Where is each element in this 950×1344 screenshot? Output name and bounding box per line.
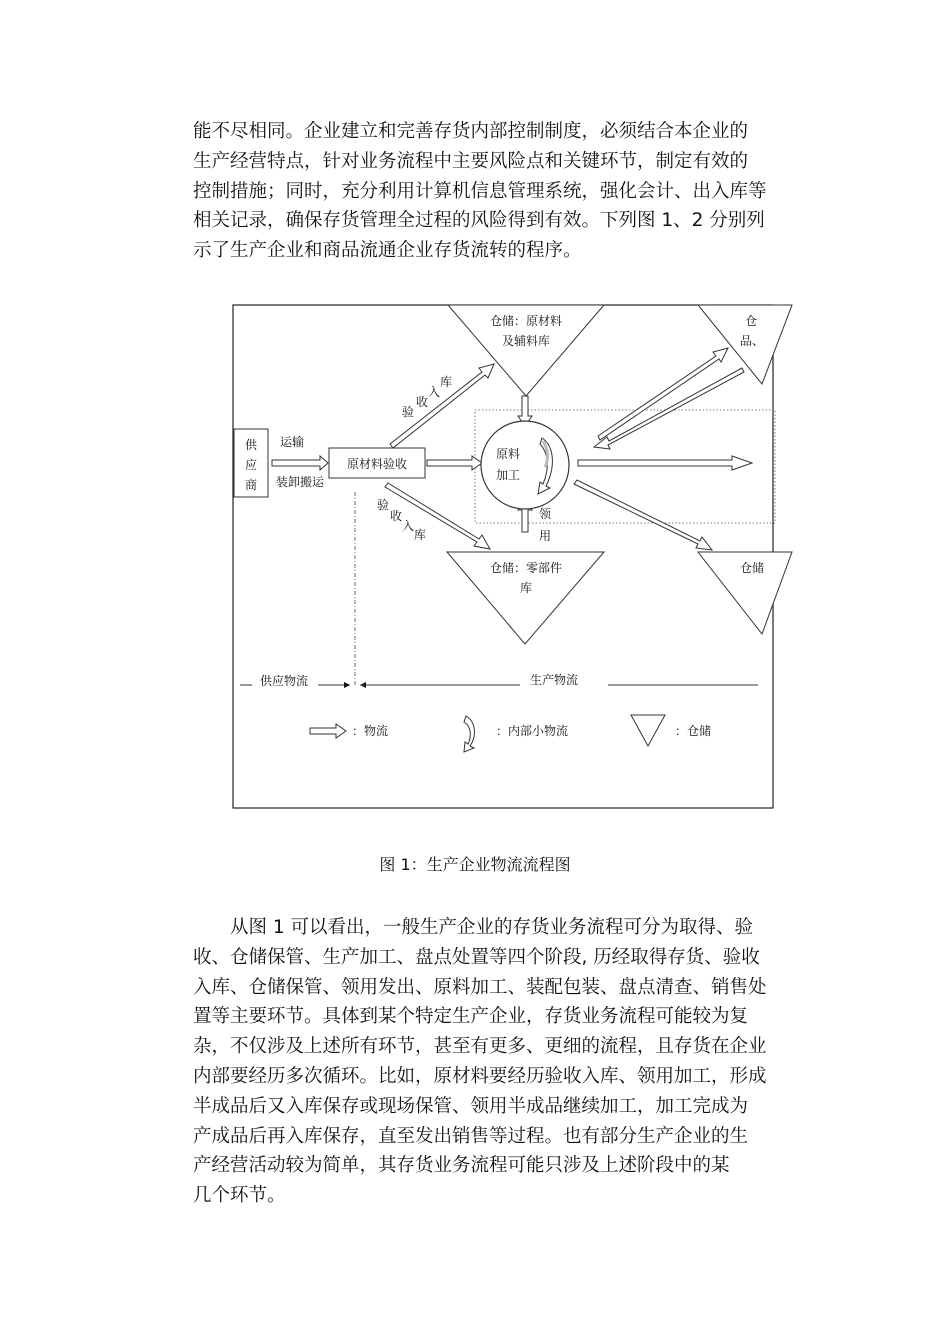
text-line: 相关记录，确保存货管理全过程的风险得到有效。下列图 1、2 分别列 [193,210,765,232]
receive-char: 库 [414,528,427,542]
store-raw-label: 仓储：原材料 [489,314,563,328]
text-line: 内部要经历多次循环。比如，原材料要经历验收入库、领用加工，形成 [193,1065,767,1087]
transport-label: 运输 [280,435,305,449]
text-line: 半成品后又入库保存或现场保管、领用半成品继续加工，加工完成为 [193,1095,749,1117]
legend-internal-label: ：内部小物流 [496,724,569,738]
receive-char: 库 [440,375,453,389]
text-line: 产成品后再入库保存，直至发出销售等过程。也有部分生产企业的生 [193,1125,749,1147]
supply-flow-label: 供应物流 [260,674,309,688]
text-line: 置等主要环节。具体到某个特定生产企业，存货业务流程可能较为复 [193,1006,749,1028]
text-line: 几个环节。 [193,1185,286,1207]
receive-char: 入 [402,519,415,533]
flow-diagram [232,304,765,809]
supplier-char: 商 [244,478,258,492]
arrow-inspection-to-process [427,456,482,470]
arrow-supplier-to-inspection [272,456,328,470]
store-right-top-label: 品、 [740,334,765,348]
store-right-bottom-label: 仓储 [740,561,765,575]
supply-flow-arrowhead [344,682,350,688]
text-line: 从图 1 可以看出，一般生产企业的存货业务流程可分为取得、验 [230,917,754,938]
arrow-right-top-to-process [594,368,744,449]
text-line: 杂，不仅涉及上述所有环节，甚至有更多、更细的流程，且存货在企业 [193,1036,767,1058]
arrow-process-to-right-top [598,348,728,440]
requisition-char: 用 [539,529,552,543]
text-line: 生产经营特点，针对业务流程中主要风险点和关键环节，制定有效的 [193,150,749,172]
legend-flow-label: ：物流 [352,724,389,738]
text-line: 控制措施；同时，充分利用计算机信息管理系统，强化会计、出入库等 [193,180,767,202]
supplier-char: 应 [244,458,258,472]
store-parts-label: 库 [519,581,533,595]
process-circle [481,421,569,509]
process-label: 加工 [496,468,521,482]
text-line: 入库、仓储保管、领用发出、原料加工、装配包装、盘点清查、销售处 [193,976,767,998]
text-line: 能不尽相同。企业建立和完善存货内部控制制度，必须结合本企业的 [193,121,749,142]
receive-char: 验 [377,498,390,512]
text-line: 收、仓储保管、生产加工、盘点处置等四个阶段, 历经取得存货、验收 [193,946,760,968]
inspection-label: 原材料验收 [346,457,408,471]
supplier-char: 供 [244,438,258,452]
handling-label: 装卸搬运 [276,475,325,489]
production-flow-label: 生产物流 [530,673,579,687]
store-right-top-label: 仓 [745,314,758,328]
receive-char: 验 [402,405,415,419]
arrow-process-right [578,456,752,470]
legend-storage-label: ：仓储 [675,724,712,738]
arrow-process-to-right-bottom [574,480,712,550]
receive-char: 收 [416,395,429,409]
receive-char: 收 [390,509,403,523]
legend-flow-icon [310,724,346,738]
store-parts-label: 仓储：零部件 [489,561,563,575]
text-line: 产经营活动较为简单，其存货业务流程可能只涉及上述阶段中的某 [193,1155,730,1177]
process-label: 原料 [496,447,521,461]
legend-internal-icon [464,716,475,752]
paragraph-bottom [193,913,767,1211]
paragraph-top [193,117,767,266]
store-raw-label: 及辅料库 [501,334,551,348]
figure-caption: 图 1：生产企业物流流程图 [379,855,571,874]
receive-char: 入 [428,385,441,399]
text-line: 示了生产企业和商品流通企业存货流转的程序。 [193,240,582,262]
requisition-char: 领 [539,507,552,521]
legend-storage-icon [631,715,665,746]
